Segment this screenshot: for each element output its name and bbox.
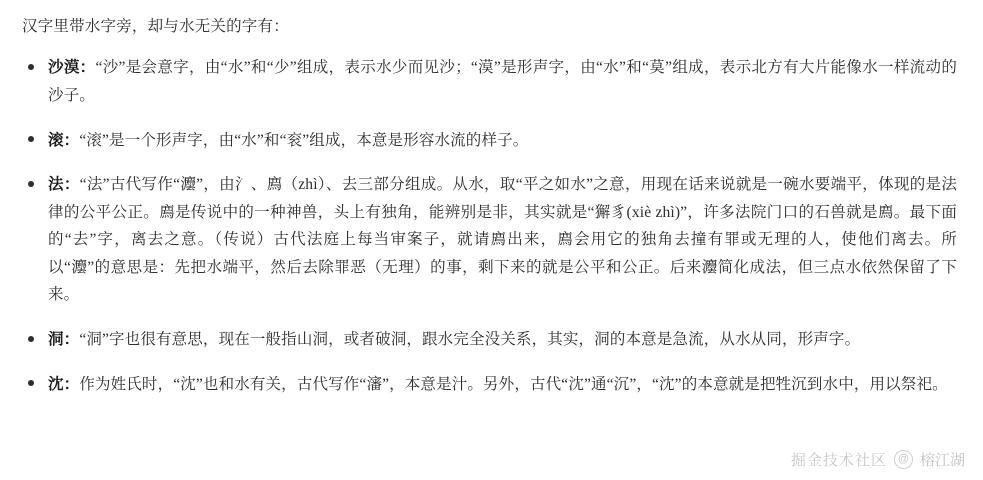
- bullet-icon: [28, 380, 34, 386]
- watermark: [791, 449, 965, 470]
- entry-text: 作为姓氏时，“沈”也和水有关，古代写作“瀋”，本意是汁。另外，古代“沈”通“沉”，“沈”的本意就是把牲沉到水中，用以祭祀。: [79, 375, 948, 393]
- watermark-site: 掘金技术社区: [790, 452, 887, 469]
- watermark-user: 榕江湖: [919, 452, 965, 469]
- entry-colon: ：: [63, 375, 80, 393]
- entry-term: 法: [48, 176, 64, 194]
- list-item: [22, 171, 957, 309]
- entry-colon: ：: [63, 176, 80, 194]
- at-icon: @: [894, 450, 913, 469]
- entry-text: “滚”是一个形声字，由“水”和“衮”组成，本意是形容水流的样子。: [79, 131, 529, 149]
- entry-colon: ：: [63, 131, 80, 149]
- bullet-icon: [28, 64, 34, 70]
- bullet-icon: [28, 136, 34, 142]
- list-item: [22, 371, 957, 399]
- bullet-icon: [28, 336, 34, 342]
- entry-text: “洞”字也很有意思，现在一般指山洞，或者破洞，跟水完全没关系，其实，洞的本意是急流，从水从同，形声字。: [79, 330, 861, 348]
- list-item: [22, 127, 957, 155]
- entry-term: 滚: [48, 131, 64, 149]
- entry-term: 洞: [48, 330, 64, 348]
- entry-term: 沙漠: [48, 59, 80, 77]
- list-item: [22, 326, 957, 354]
- intro-paragraph: 汉字里带水字旁，却与水无关的字有：: [22, 18, 289, 35]
- entry-colon: ：: [63, 330, 80, 348]
- entry-colon: ：: [79, 59, 96, 77]
- list-item: [22, 54, 957, 109]
- entry-text: “沙”是会意字，由“水”和“少”组成，表示水少而见沙；“漠”是形声字，由“水”和“莫”组成，表示北方有大片能像水一样流动的沙子。: [48, 59, 957, 104]
- entry-text: “法”古代写作“灋”，由氵、廌（zhì）、去三部分组成。从水，取“平之如水”之意，用现在话来说就是一碗水要端平，体现的是法律的公平公正。廌是传说中的一种神兽，头上有独角，能辨别是非，其实就是“獬豸(xiè zhì)”，许多法院门口的石兽就是廌。最下面的“去”字，离去之意。（传说）古代法庭上每当审案子，就请廌出来，廌会用它的独角去撞有罪或无理的人，使他们离去。所以“灋”的意思是：先把水端平，然后去除罪恶（无理）的事，剩下来的就是公平和公正。后来灋简化成法，但三点水依然保留了下来。: [48, 176, 958, 304]
- entry-term: 沈: [48, 375, 64, 393]
- character-list: [22, 54, 957, 398]
- bullet-icon: [28, 181, 34, 187]
